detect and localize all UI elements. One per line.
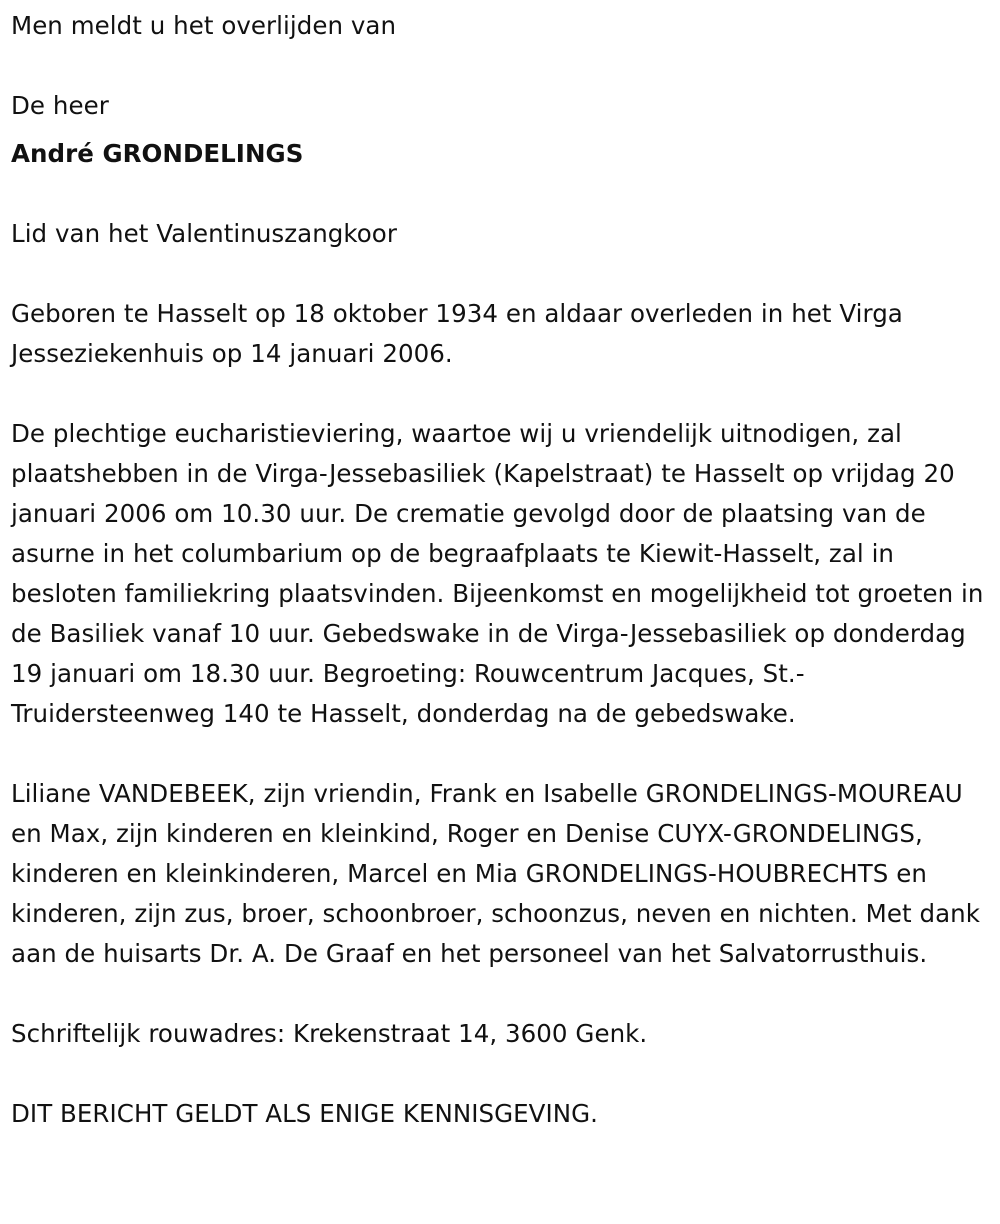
deceased-name: André GRONDELINGS [11,139,304,168]
family-paragraph: Liliane VANDEBEEK, zijn vriendin, Frank en Isabelle GRONDELINGS-MOUREAU en Max, zijn kinderen en kleinkind, Roger en Denise CUYX-GRONDELINGS, kinderen en kleinkinderen, Marcel en Mia GRONDELINGS-HOUBRECHTS en kinderen, zijn zus, broer, schoonbroer, schoonzus, neven en nichten. Met dank aan de huisarts Dr. A. De Graaf en het personeel van het Salvatorrusthuis. [11,779,980,968]
intro-text: Men meldt u het overlijden van [11,11,397,40]
death-notice [11,6,991,1134]
mourning-address: Schriftelijk rouwadres: Krekenstraat 14, 3600 Genk. [11,1019,648,1048]
membership-text: Lid van het Valentinuszangkoor [11,219,397,248]
salutation: De heer [11,91,109,120]
ceremony-paragraph: De plechtige eucharistieviering, waartoe wij u vriendelijk uitnodigen, zal plaatshebben in de Virga-Jessebasiliek (Kapelstraat) te Hasselt op vrijdag 20 januari 2006 om 10.30 uur. De crematie gevolgd door de plaatsing van de asurne in het columbarium op de begraafplaats te Kiewit-Hasselt, zal in besloten familiekring plaatsvinden. Bijeenkomst en mogelijkheid tot groeten in de Basiliek vanaf 10 uur. Gebedswake in de Virga-Jessebasiliek op donderdag 19 januari om 18.30 uur. Begroeting: Rouwcentrum Jacques, St.-Truidersteenweg 140 te Hasselt, donderdag na de gebedswake. [11,419,984,728]
birth-death-paragraph: Geboren te Hasselt op 18 oktober 1934 en aldaar overleden in het Virga Jesseziekenhuis op 14 januari 2006. [11,299,903,368]
closing-statement: DIT BERICHT GELDT ALS ENIGE KENNISGEVING. [11,1099,599,1128]
